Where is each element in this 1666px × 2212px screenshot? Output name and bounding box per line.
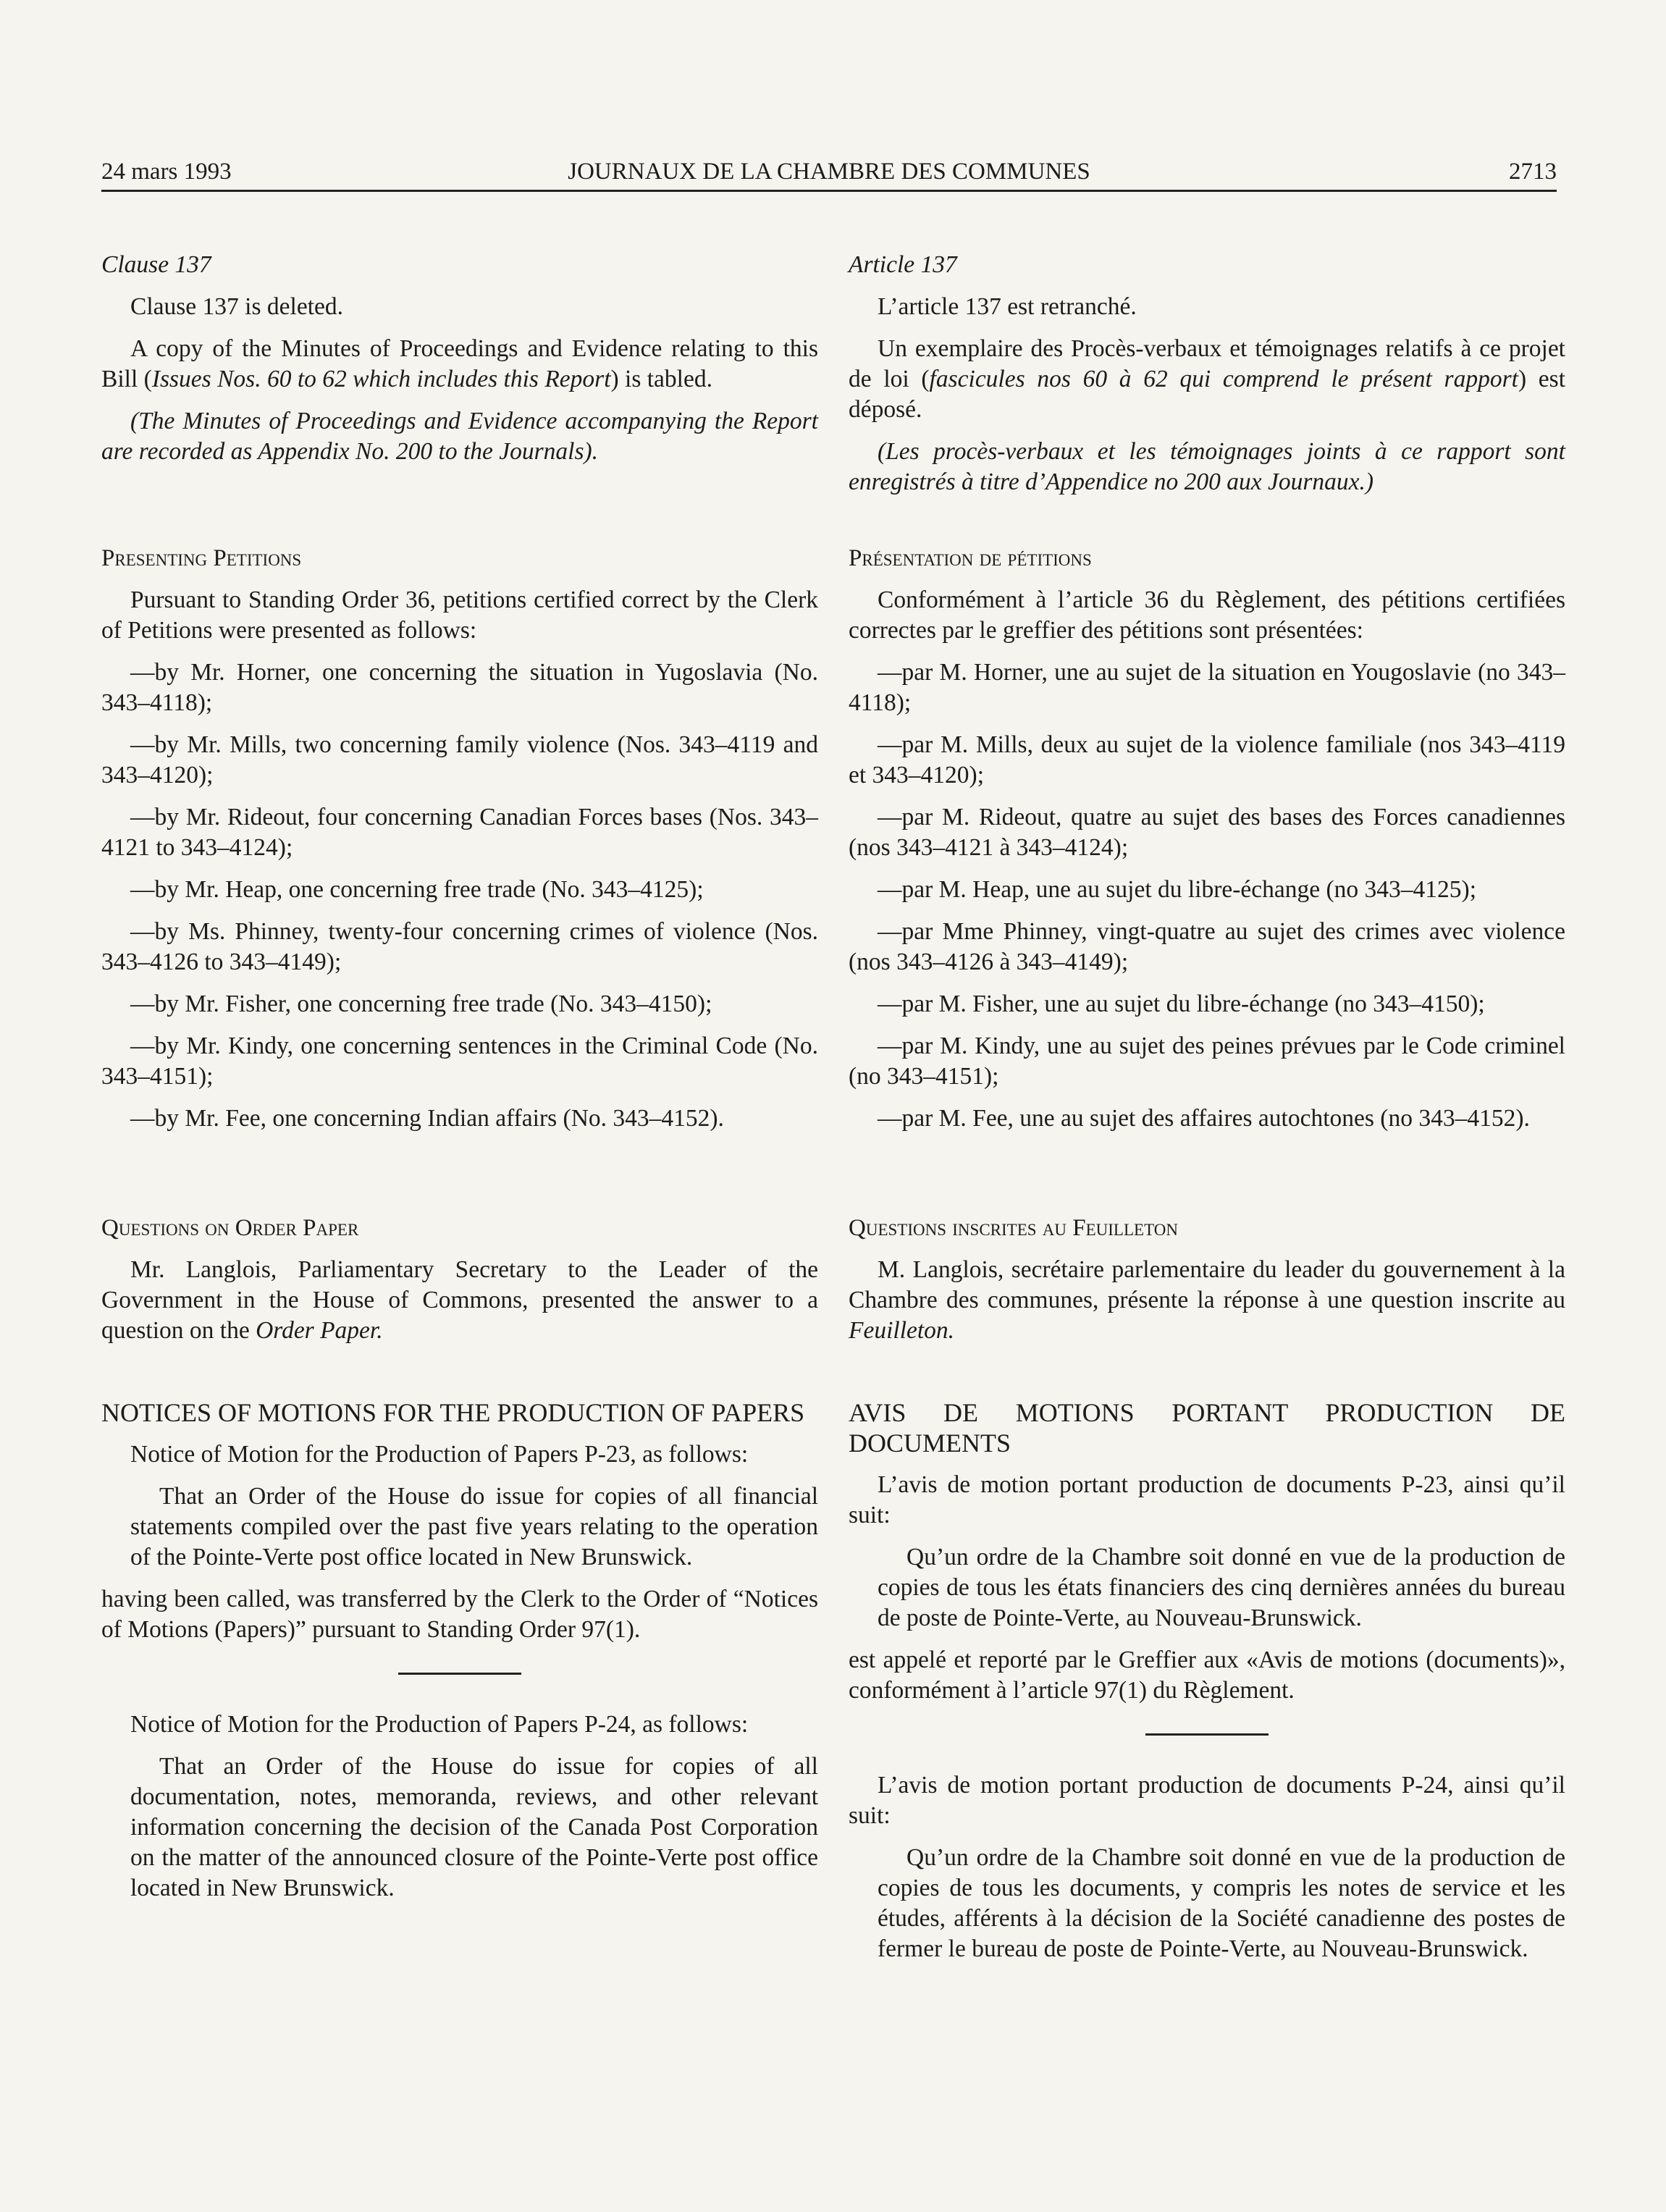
en-questions-section	[101, 1213, 818, 1358]
en-notices-section	[101, 1397, 818, 1915]
en-petition-item: —by Ms. Phinney, twenty-four concerning crimes of violence (Nos. 343–4126 to 343–4149);	[101, 918, 818, 975]
en-notices-heading: NOTICES OF MOTIONS FOR THE PRODUCTION OF PAPERS	[101, 1398, 805, 1427]
en-clause-text: Clause 137 is deleted.	[130, 293, 343, 320]
fr-petition-item: —par M. Fee, une au sujet des affaires autochtones (no 343–4152).	[878, 1105, 1530, 1132]
fr-p23-intro: L’avis de motion portant production de documents P-23, ainsi qu’il suit:	[849, 1471, 1565, 1528]
fr-copy-text: Un exemplaire des Procès-verbaux et témoignages relatifs à ce projet de loi (fascicules nos 60 à 62 qui comprend le présent rapport) est déposé.	[849, 335, 1566, 423]
fr-p23-quote: Qu’un ordre de la Chambre soit donné en vue de la production de copies de tous les états financiers des cinq dernières années du bureau de poste de Pointe-Verte, au Nouveau-Brunswick.	[878, 1544, 1565, 1631]
en-petition-item: —by Mr. Rideout, four concerning Canadian Forces bases (Nos. 343–4121 to 343–4124);	[101, 804, 818, 861]
en-petition-item: —by Mr. Horner, one concerning the situation in Yugoslavia (No. 343–4118);	[101, 659, 818, 716]
en-p23-intro: Notice of Motion for the Production of Papers P-23, as follows:	[130, 1441, 749, 1468]
fr-appendix-note: (Les procès-verbaux et les témoignages joints à ce rapport sont enregistrés à titre d’Appendice no 200 aux Journaux.)	[849, 438, 1565, 495]
en-petition-item: —by Mr. Mills, two concerning family violence (Nos. 343–4119 and 343–4120);	[101, 731, 818, 789]
fr-petition-item: —par M. Kindy, une au sujet des peines prévues par le Code criminel (no 343–4151);	[849, 1033, 1565, 1090]
header-title: JOURNAUX DE LA CHAMBRE DES COMMUNES	[568, 159, 1090, 185]
en-petition-item: —by Mr. Fee, one concerning Indian affairs (No. 343–4152).	[130, 1105, 724, 1132]
en-p23-after: having been called, was transferred by the Clerk to the Order of “Notices of Motions (Papers)” pursuant to Standing Order 97(1).	[101, 1586, 818, 1643]
fr-petition-item: —par Mme Phinney, vingt-quatre au sujet des crimes avec violence (nos 343–4126 à 343–4149);	[849, 918, 1565, 975]
fr-petition-item: —par M. Fisher, une au sujet du libre-échange (no 343–4150);	[878, 991, 1485, 1017]
en-petitions-heading: Presenting Petitions	[101, 545, 302, 571]
en-petition-item: —by Mr. Fisher, one concerning free trade (No. 343–4150);	[130, 991, 712, 1017]
en-copy-text: A copy of the Minutes of Proceedings and Evidence relating to this Bill (Issues Nos. 60 to 62 which includes this Report) is tabled.	[101, 335, 818, 392]
header-page-number: 2713	[1509, 159, 1557, 185]
en-petition-item: —by Mr. Kindy, one concerning sentences in the Criminal Code (No. 343–4151);	[101, 1033, 818, 1090]
en-questions-heading: Questions on Order Paper	[101, 1215, 359, 1241]
fr-petition-item: —par M. Horner, une au sujet de la situation en Yougoslavie (no 343–4118);	[849, 659, 1565, 716]
en-clause-section	[101, 250, 818, 479]
fr-petitions-heading: Présentation de pétitions	[849, 545, 1092, 571]
en-petition-item: —by Mr. Heap, one concerning free trade (No. 343–4125);	[130, 876, 704, 903]
en-appendix-note: (The Minutes of Proceedings and Evidence accompanying the Report are recorded as Appendix No. 200 to the Journals).	[101, 408, 818, 465]
fr-petitions-section	[849, 543, 1565, 1145]
fr-clause-section	[849, 250, 1565, 509]
en-petitions-section	[101, 543, 818, 1145]
fr-p23-after: est appelé et reporté par le Greffier aux «Avis de motions (documents)», conformément à l’article 97(1) du Règlement.	[849, 1647, 1565, 1704]
fr-p24-intro: L’avis de motion portant production de documents P-24, ainsi qu’il suit:	[849, 1772, 1565, 1829]
en-p24-intro: Notice of Motion for the Production of Papers P-24, as follows:	[130, 1711, 749, 1738]
en-clause-heading: Clause 137	[101, 251, 211, 278]
en-section-divider	[398, 1673, 521, 1675]
fr-clause-text: L’article 137 est retranché.	[878, 293, 1137, 320]
en-p23-quote: That an Order of the House do issue for copies of all financial statements compiled over the past five years relating to the operation of the Pointe-Verte post office located in New Brunswick.	[130, 1483, 818, 1570]
en-petitions-intro: Pursuant to Standing Order 36, petitions certified correct by the Clerk of Petitions were presented as follows:	[101, 586, 818, 644]
fr-clause-heading: Article 137	[849, 251, 957, 278]
en-p24-quote: That an Order of the House do issue for copies of all documentation, notes, memoranda, reviews, and other relevant information concerning the decision of the Canada Post Corporation on the matter of the announced closure of the Pointe-Verte post office located in New Brunswick.	[130, 1753, 818, 1901]
fr-questions-text: M. Langlois, secrétaire parlementaire du leader du gouvernement à la Chambre des communes, présente la réponse à une question inscrite au Feuilleton.	[849, 1256, 1565, 1344]
fr-petition-item: —par M. Rideout, quatre au sujet des bases des Forces canadiennes (nos 343–4121 à 343–4124);	[849, 804, 1565, 861]
fr-questions-section	[849, 1213, 1565, 1358]
page-header	[101, 154, 1557, 192]
fr-petitions-intro: Conformément à l’article 36 du Règlement, des pétitions certifiées correctes par le greffier des pétitions sont présentées:	[849, 586, 1565, 644]
fr-petition-item: —par M. Heap, une au sujet du libre-échange (no 343–4125);	[878, 876, 1477, 903]
fr-petition-item: —par M. Mills, deux au sujet de la violence familiale (nos 343–4119 et 343–4120);	[849, 731, 1565, 789]
en-questions-text: Mr. Langlois, Parliamentary Secretary to the Leader of the Government in the House of Commons, presented the answer to a question on the Order Paper.	[101, 1256, 818, 1344]
header-date: 24 mars 1993	[101, 159, 232, 185]
fr-p24-quote: Qu’un ordre de la Chambre soit donné en vue de la production de copies de tous les documents, y compris les notes de service et les études, afférents à la décision de la Société canadienne des postes de fermer le bureau de poste de Pointe-Verte, au Nouveau-Brunswick.	[878, 1844, 1565, 1962]
fr-notices-section	[849, 1397, 1565, 1976]
fr-notices-heading: AVIS DE MOTIONS PORTANT PRODUCTION DE DOCUMENTS	[849, 1398, 1565, 1458]
fr-questions-heading: Questions inscrites au Feuilleton	[849, 1215, 1178, 1241]
fr-section-divider	[1145, 1733, 1269, 1736]
